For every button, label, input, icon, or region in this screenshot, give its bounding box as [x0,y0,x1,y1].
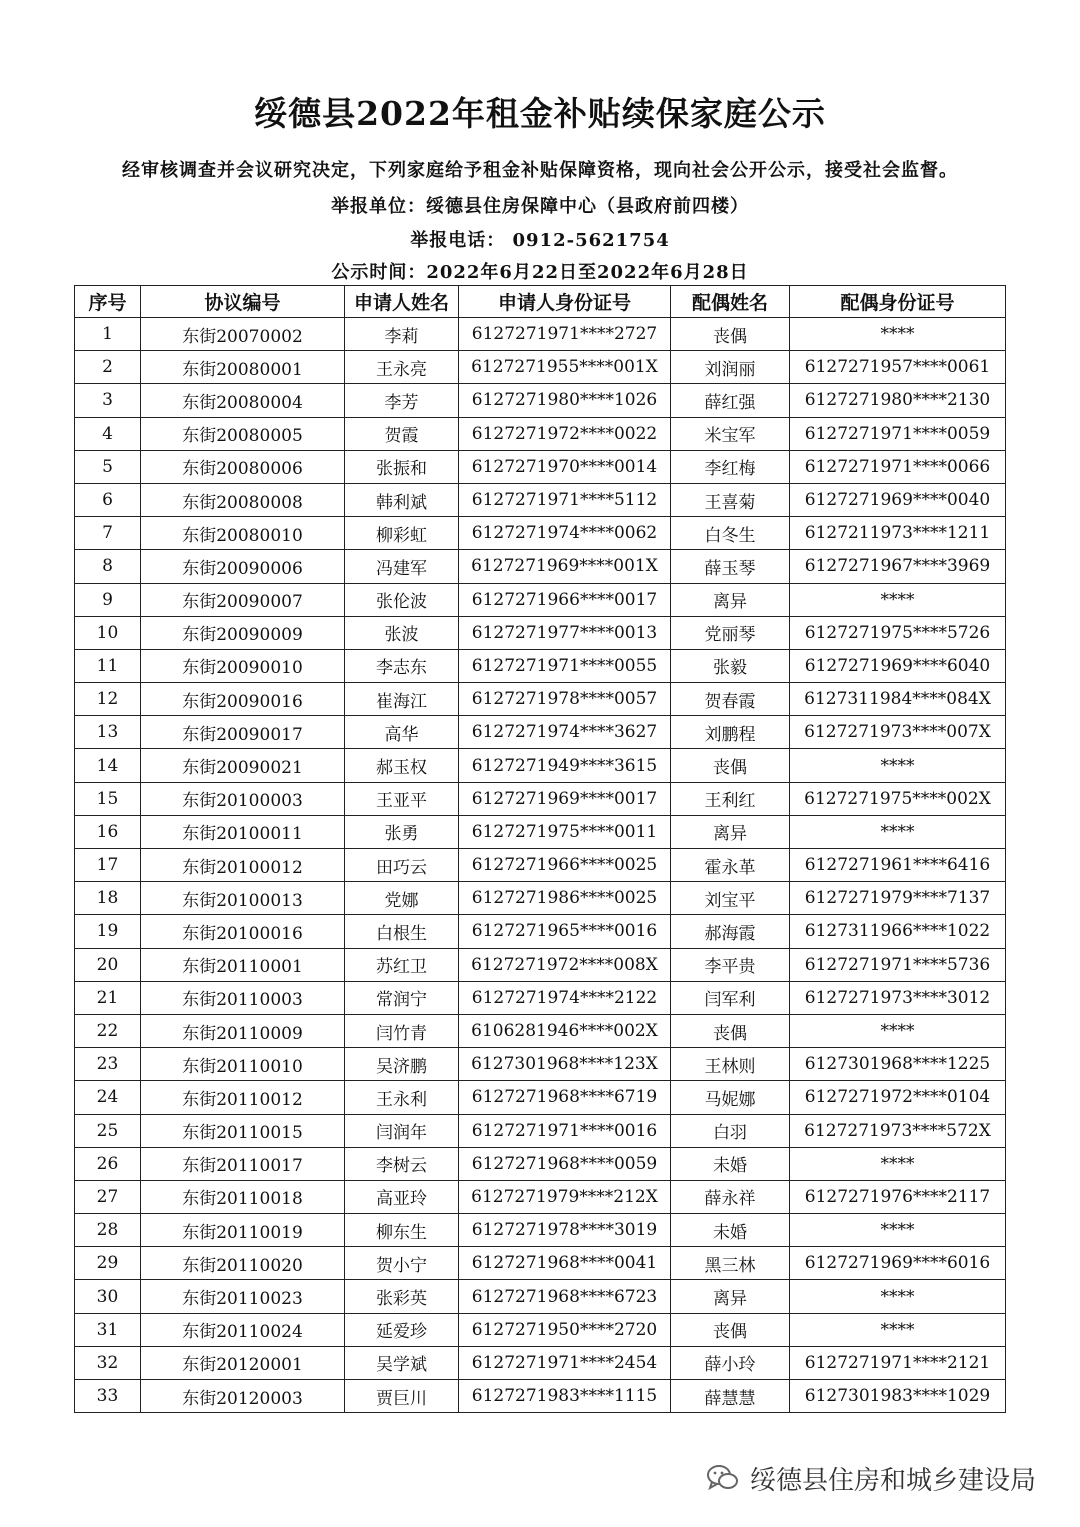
cell-spouse-name: 王利红 [671,782,790,815]
cell-applicant-name: 高亚玲 [345,1180,459,1213]
cell-applicant-name: 常润宁 [345,981,459,1014]
cell-index: 25 [75,1114,141,1147]
cell-spouse-id: 6127271971****0066 [790,450,1006,483]
cell-applicant-name: 贺小宁 [345,1247,459,1280]
cell-agreement-no: 东街20110012 [141,1081,345,1114]
cell-index: 27 [75,1180,141,1213]
cell-spouse-name: 霍永革 [671,849,790,882]
cell-spouse-name: 张毅 [671,649,790,682]
cell-index: 23 [75,1048,141,1081]
cell-agreement-no: 东街20080001 [141,351,345,384]
cell-spouse-name: 王喜菊 [671,483,790,516]
table-row [75,1081,1006,1114]
cell-spouse-id: **** [790,1214,1006,1247]
table-row [75,1214,1006,1247]
cell-spouse-id: 6127301983****1029 [790,1380,1006,1413]
cell-spouse-name: 王林则 [671,1048,790,1081]
cell-spouse-name: 李红梅 [671,450,790,483]
cell-applicant-id: 6127271980****1026 [459,384,671,417]
notice-period: 公示时间：2022年6月22日至2022年6月28日 [331,262,749,283]
cell-agreement-no: 东街20110001 [141,948,345,981]
cell-applicant-id: 6127271971****5112 [459,483,671,516]
cell-index: 18 [75,882,141,915]
cell-applicant-id: 6127271979****212X [459,1180,671,1213]
cell-spouse-id: 6127271979****7137 [790,882,1006,915]
cell-agreement-no: 东街20100012 [141,849,345,882]
cell-spouse-name: 未婚 [671,1214,790,1247]
cell-applicant-name: 田巧云 [345,849,459,882]
cell-index: 20 [75,948,141,981]
cell-spouse-id: **** [790,1313,1006,1346]
cell-applicant-name: 柳东生 [345,1214,459,1247]
cell-spouse-id: 6127271967****3969 [790,550,1006,583]
report-unit: 举报单位：绥德县住房保障中心（县政府前四楼） [331,196,749,217]
cell-agreement-no: 东街20110009 [141,1014,345,1047]
cell-spouse-name: 刘宝平 [671,882,790,915]
cell-index: 6 [75,483,141,516]
wechat-icon [706,1463,740,1493]
cell-applicant-id: 6127271983****1115 [459,1380,671,1413]
cell-applicant-id: 6127271965****0016 [459,915,671,948]
cell-applicant-id: 6127271969****0017 [459,782,671,815]
cell-agreement-no: 东街20080004 [141,384,345,417]
cell-applicant-id: 6127301968****123X [459,1048,671,1081]
cell-index: 30 [75,1280,141,1313]
cell-applicant-name: 李芳 [345,384,459,417]
cell-spouse-id: 6127271969****6016 [790,1247,1006,1280]
table-row [75,1346,1006,1379]
cell-index: 14 [75,749,141,782]
table-body [75,318,1006,1413]
cell-spouse-id: 6127301968****1225 [790,1048,1006,1081]
cell-agreement-no: 东街20110010 [141,1048,345,1081]
table-header-row [75,286,1006,318]
cell-spouse-id: 6127271973****3012 [790,981,1006,1014]
cell-agreement-no: 东街20110023 [141,1280,345,1313]
cell-applicant-name: 吴学斌 [345,1346,459,1379]
cell-applicant-name: 闫竹青 [345,1014,459,1047]
table-row [75,749,1006,782]
cell-agreement-no: 东街20090016 [141,683,345,716]
cell-spouse-id: **** [790,318,1006,351]
cell-applicant-id: 6127271986****0025 [459,882,671,915]
table-row [75,1280,1006,1313]
cell-spouse-id: **** [790,1280,1006,1313]
cell-spouse-name: 米宝军 [671,417,790,450]
table-row [75,583,1006,616]
cell-applicant-name: 张伦波 [345,583,459,616]
table-row [75,782,1006,815]
cell-agreement-no: 东街20080005 [141,417,345,450]
cell-spouse-name: 郝海霞 [671,915,790,948]
cell-index: 32 [75,1346,141,1379]
cell-applicant-id: 6127271978****3019 [459,1214,671,1247]
cell-spouse-id: 6127271975****002X [790,782,1006,815]
cell-spouse-id: 6127271975****5726 [790,616,1006,649]
cell-applicant-name: 崔海江 [345,683,459,716]
report-phone: 举报电话： 0912-5621754 [410,230,670,251]
cell-agreement-no: 东街20110024 [141,1313,345,1346]
cell-spouse-id: 6127271980****2130 [790,384,1006,417]
cell-spouse-id: 6127311966****1022 [790,915,1006,948]
cell-agreement-no: 东街20110019 [141,1214,345,1247]
cell-agreement-no: 东街20090017 [141,716,345,749]
cell-spouse-name: 薛永祥 [671,1180,790,1213]
cell-spouse-id: 6127271973****007X [790,716,1006,749]
cell-applicant-name: 党娜 [345,882,459,915]
cell-applicant-id: 6127271972****008X [459,948,671,981]
cell-applicant-id: 6127271966****0017 [459,583,671,616]
cell-spouse-id: **** [790,1147,1006,1180]
cell-spouse-name: 离异 [671,583,790,616]
cell-spouse-id: **** [790,815,1006,848]
cell-applicant-id: 6127271971****0016 [459,1114,671,1147]
table-row [75,1380,1006,1413]
cell-applicant-id: 6127271974****0062 [459,517,671,550]
table-row [75,384,1006,417]
cell-index: 24 [75,1081,141,1114]
cell-applicant-name: 柳彩虹 [345,517,459,550]
cell-applicant-id: 6127271949****3615 [459,749,671,782]
table-row [75,417,1006,450]
cell-index: 9 [75,583,141,616]
table-row [75,882,1006,915]
header-spouse-id: 配偶身份证号 [790,286,1006,318]
cell-index: 12 [75,683,141,716]
cell-applicant-id: 6127271968****6719 [459,1081,671,1114]
cell-index: 29 [75,1247,141,1280]
cell-index: 31 [75,1313,141,1346]
cell-agreement-no: 东街20090021 [141,749,345,782]
cell-spouse-id: 6127271971****2121 [790,1346,1006,1379]
cell-applicant-id: 6127271977****0013 [459,616,671,649]
cell-applicant-name: 张振和 [345,450,459,483]
table-row [75,948,1006,981]
cell-agreement-no: 东街20100011 [141,815,345,848]
cell-agreement-no: 东街20080006 [141,450,345,483]
cell-agreement-no: 东街20120001 [141,1346,345,1379]
cell-spouse-name: 党丽琴 [671,616,790,649]
header-spouse-name: 配偶姓名 [671,286,790,318]
cell-index: 1 [75,318,141,351]
cell-spouse-id: 6127271971****5736 [790,948,1006,981]
cell-spouse-id: 6127271971****0059 [790,417,1006,450]
intro-text: 经审核调查并会议研究决定，下列家庭给予租金补贴保障资格，现向社会公开公示，接受社会监督。 [122,160,958,181]
table-row [75,683,1006,716]
cell-applicant-id: 6127271971****0055 [459,649,671,682]
cell-index: 16 [75,815,141,848]
cell-spouse-name: 李平贵 [671,948,790,981]
cell-applicant-name: 贾巨川 [345,1380,459,1413]
cell-spouse-id: 6127311984****084X [790,683,1006,716]
cell-applicant-name: 李莉 [345,318,459,351]
cell-applicant-id: 6106281946****002X [459,1014,671,1047]
cell-applicant-name: 冯建军 [345,550,459,583]
header-applicant-id: 申请人身份证号 [459,286,671,318]
cell-spouse-name: 白冬生 [671,517,790,550]
cell-index: 8 [75,550,141,583]
cell-applicant-id: 6127271955****001X [459,351,671,384]
cell-spouse-id: **** [790,583,1006,616]
cell-applicant-name: 张彩英 [345,1280,459,1313]
cell-applicant-id: 6127271974****3627 [459,716,671,749]
cell-spouse-name: 薛红强 [671,384,790,417]
table-row [75,716,1006,749]
cell-applicant-name: 贺霞 [345,417,459,450]
records-table [74,285,1006,1413]
cell-agreement-no: 东街20080010 [141,517,345,550]
cell-applicant-name: 郝玉权 [345,749,459,782]
table-row [75,981,1006,1014]
cell-spouse-name: 丧偶 [671,749,790,782]
table-row [75,318,1006,351]
table-row [75,1313,1006,1346]
cell-applicant-name: 吴济鹏 [345,1048,459,1081]
cell-index: 7 [75,517,141,550]
cell-index: 11 [75,649,141,682]
table-row [75,483,1006,516]
cell-applicant-id: 6127271966****0025 [459,849,671,882]
cell-spouse-id: 6127271972****0104 [790,1081,1006,1114]
cell-index: 10 [75,616,141,649]
cell-index: 33 [75,1380,141,1413]
cell-index: 26 [75,1147,141,1180]
cell-index: 4 [75,417,141,450]
cell-spouse-id: 6127211973****1211 [790,517,1006,550]
cell-agreement-no: 东街20110020 [141,1247,345,1280]
cell-spouse-name: 闫军利 [671,981,790,1014]
table-row [75,815,1006,848]
table-row [75,1014,1006,1047]
cell-spouse-name: 薛玉琴 [671,550,790,583]
cell-agreement-no: 东街20110015 [141,1114,345,1147]
cell-applicant-id: 6127271968****0059 [459,1147,671,1180]
cell-applicant-id: 6127271968****0041 [459,1247,671,1280]
table-row [75,351,1006,384]
header-applicant-name: 申请人姓名 [345,286,459,318]
cell-index: 28 [75,1214,141,1247]
cell-spouse-name: 丧偶 [671,1313,790,1346]
cell-spouse-name: 黑三林 [671,1247,790,1280]
cell-applicant-id: 6127271969****001X [459,550,671,583]
cell-applicant-name: 苏红卫 [345,948,459,981]
cell-spouse-name: 刘鹏程 [671,716,790,749]
header-agreement-no: 协议编号 [141,286,345,318]
cell-index: 5 [75,450,141,483]
cell-agreement-no: 东街20100003 [141,782,345,815]
cell-applicant-name: 王永亮 [345,351,459,384]
cell-agreement-no: 东街20070002 [141,318,345,351]
cell-spouse-id: 6127271961****6416 [790,849,1006,882]
table-row [75,1114,1006,1147]
cell-agreement-no: 东街20090009 [141,616,345,649]
cell-applicant-name: 高华 [345,716,459,749]
watermark [706,1458,1036,1498]
cell-spouse-name: 离异 [671,815,790,848]
cell-agreement-no: 东街20090006 [141,550,345,583]
table-row [75,450,1006,483]
cell-applicant-name: 白根生 [345,915,459,948]
cell-spouse-name: 薛小玲 [671,1346,790,1379]
cell-applicant-id: 6127271971****2727 [459,318,671,351]
cell-spouse-name: 未婚 [671,1147,790,1180]
cell-index: 21 [75,981,141,1014]
cell-applicant-name: 王永利 [345,1081,459,1114]
cell-applicant-name: 李树云 [345,1147,459,1180]
cell-spouse-id: 6127271976****2117 [790,1180,1006,1213]
cell-applicant-name: 延爱珍 [345,1313,459,1346]
table-row [75,1147,1006,1180]
table-row [75,616,1006,649]
cell-index: 17 [75,849,141,882]
table-row [75,1180,1006,1213]
cell-applicant-name: 李志东 [345,649,459,682]
cell-applicant-name: 张波 [345,616,459,649]
cell-index: 2 [75,351,141,384]
cell-applicant-id: 6127271978****0057 [459,683,671,716]
cell-agreement-no: 东街20090007 [141,583,345,616]
cell-applicant-id: 6127271971****2454 [459,1346,671,1379]
cell-applicant-id: 6127271970****0014 [459,450,671,483]
page-title: 绥德县2022年租金补贴续保家庭公示 [254,94,826,133]
table-row [75,915,1006,948]
cell-spouse-name: 贺春霞 [671,683,790,716]
cell-applicant-id: 6127271975****0011 [459,815,671,848]
cell-spouse-id: 6127271969****6040 [790,649,1006,682]
cell-index: 22 [75,1014,141,1047]
cell-index: 15 [75,782,141,815]
cell-spouse-name: 马妮娜 [671,1081,790,1114]
cell-spouse-name: 薛慧慧 [671,1380,790,1413]
cell-applicant-id: 6127271972****0022 [459,417,671,450]
cell-spouse-name: 离异 [671,1280,790,1313]
table-row [75,1048,1006,1081]
cell-agreement-no: 东街20110017 [141,1147,345,1180]
cell-applicant-id: 6127271968****6723 [459,1280,671,1313]
table-row [75,1247,1006,1280]
cell-spouse-id: 6127271957****0061 [790,351,1006,384]
cell-agreement-no: 东街20120003 [141,1380,345,1413]
cell-spouse-name: 丧偶 [671,318,790,351]
cell-index: 19 [75,915,141,948]
table-row [75,550,1006,583]
cell-applicant-name: 张勇 [345,815,459,848]
table-row [75,649,1006,682]
cell-applicant-name: 闫润年 [345,1114,459,1147]
cell-agreement-no: 东街20100013 [141,882,345,915]
cell-spouse-id: 6127271969****0040 [790,483,1006,516]
cell-spouse-name: 刘润丽 [671,351,790,384]
cell-agreement-no: 东街20110003 [141,981,345,1014]
cell-spouse-id: 6127271973****572X [790,1114,1006,1147]
cell-spouse-name: 白羽 [671,1114,790,1147]
cell-applicant-id: 6127271950****2720 [459,1313,671,1346]
cell-spouse-id: **** [790,749,1006,782]
cell-index: 13 [75,716,141,749]
table-row [75,849,1006,882]
cell-spouse-name: 丧偶 [671,1014,790,1047]
cell-index: 3 [75,384,141,417]
cell-applicant-name: 王亚平 [345,782,459,815]
header-index: 序号 [75,286,141,318]
cell-applicant-id: 6127271974****2122 [459,981,671,1014]
cell-spouse-id: **** [790,1014,1006,1047]
watermark-text: 绥德县住房和城乡建设局 [750,1465,1037,1496]
cell-agreement-no: 东街20090010 [141,649,345,682]
cell-agreement-no: 东街20080008 [141,483,345,516]
cell-agreement-no: 东街20100016 [141,915,345,948]
table-row [75,517,1006,550]
cell-applicant-name: 韩利斌 [345,483,459,516]
cell-agreement-no: 东街20110018 [141,1180,345,1213]
